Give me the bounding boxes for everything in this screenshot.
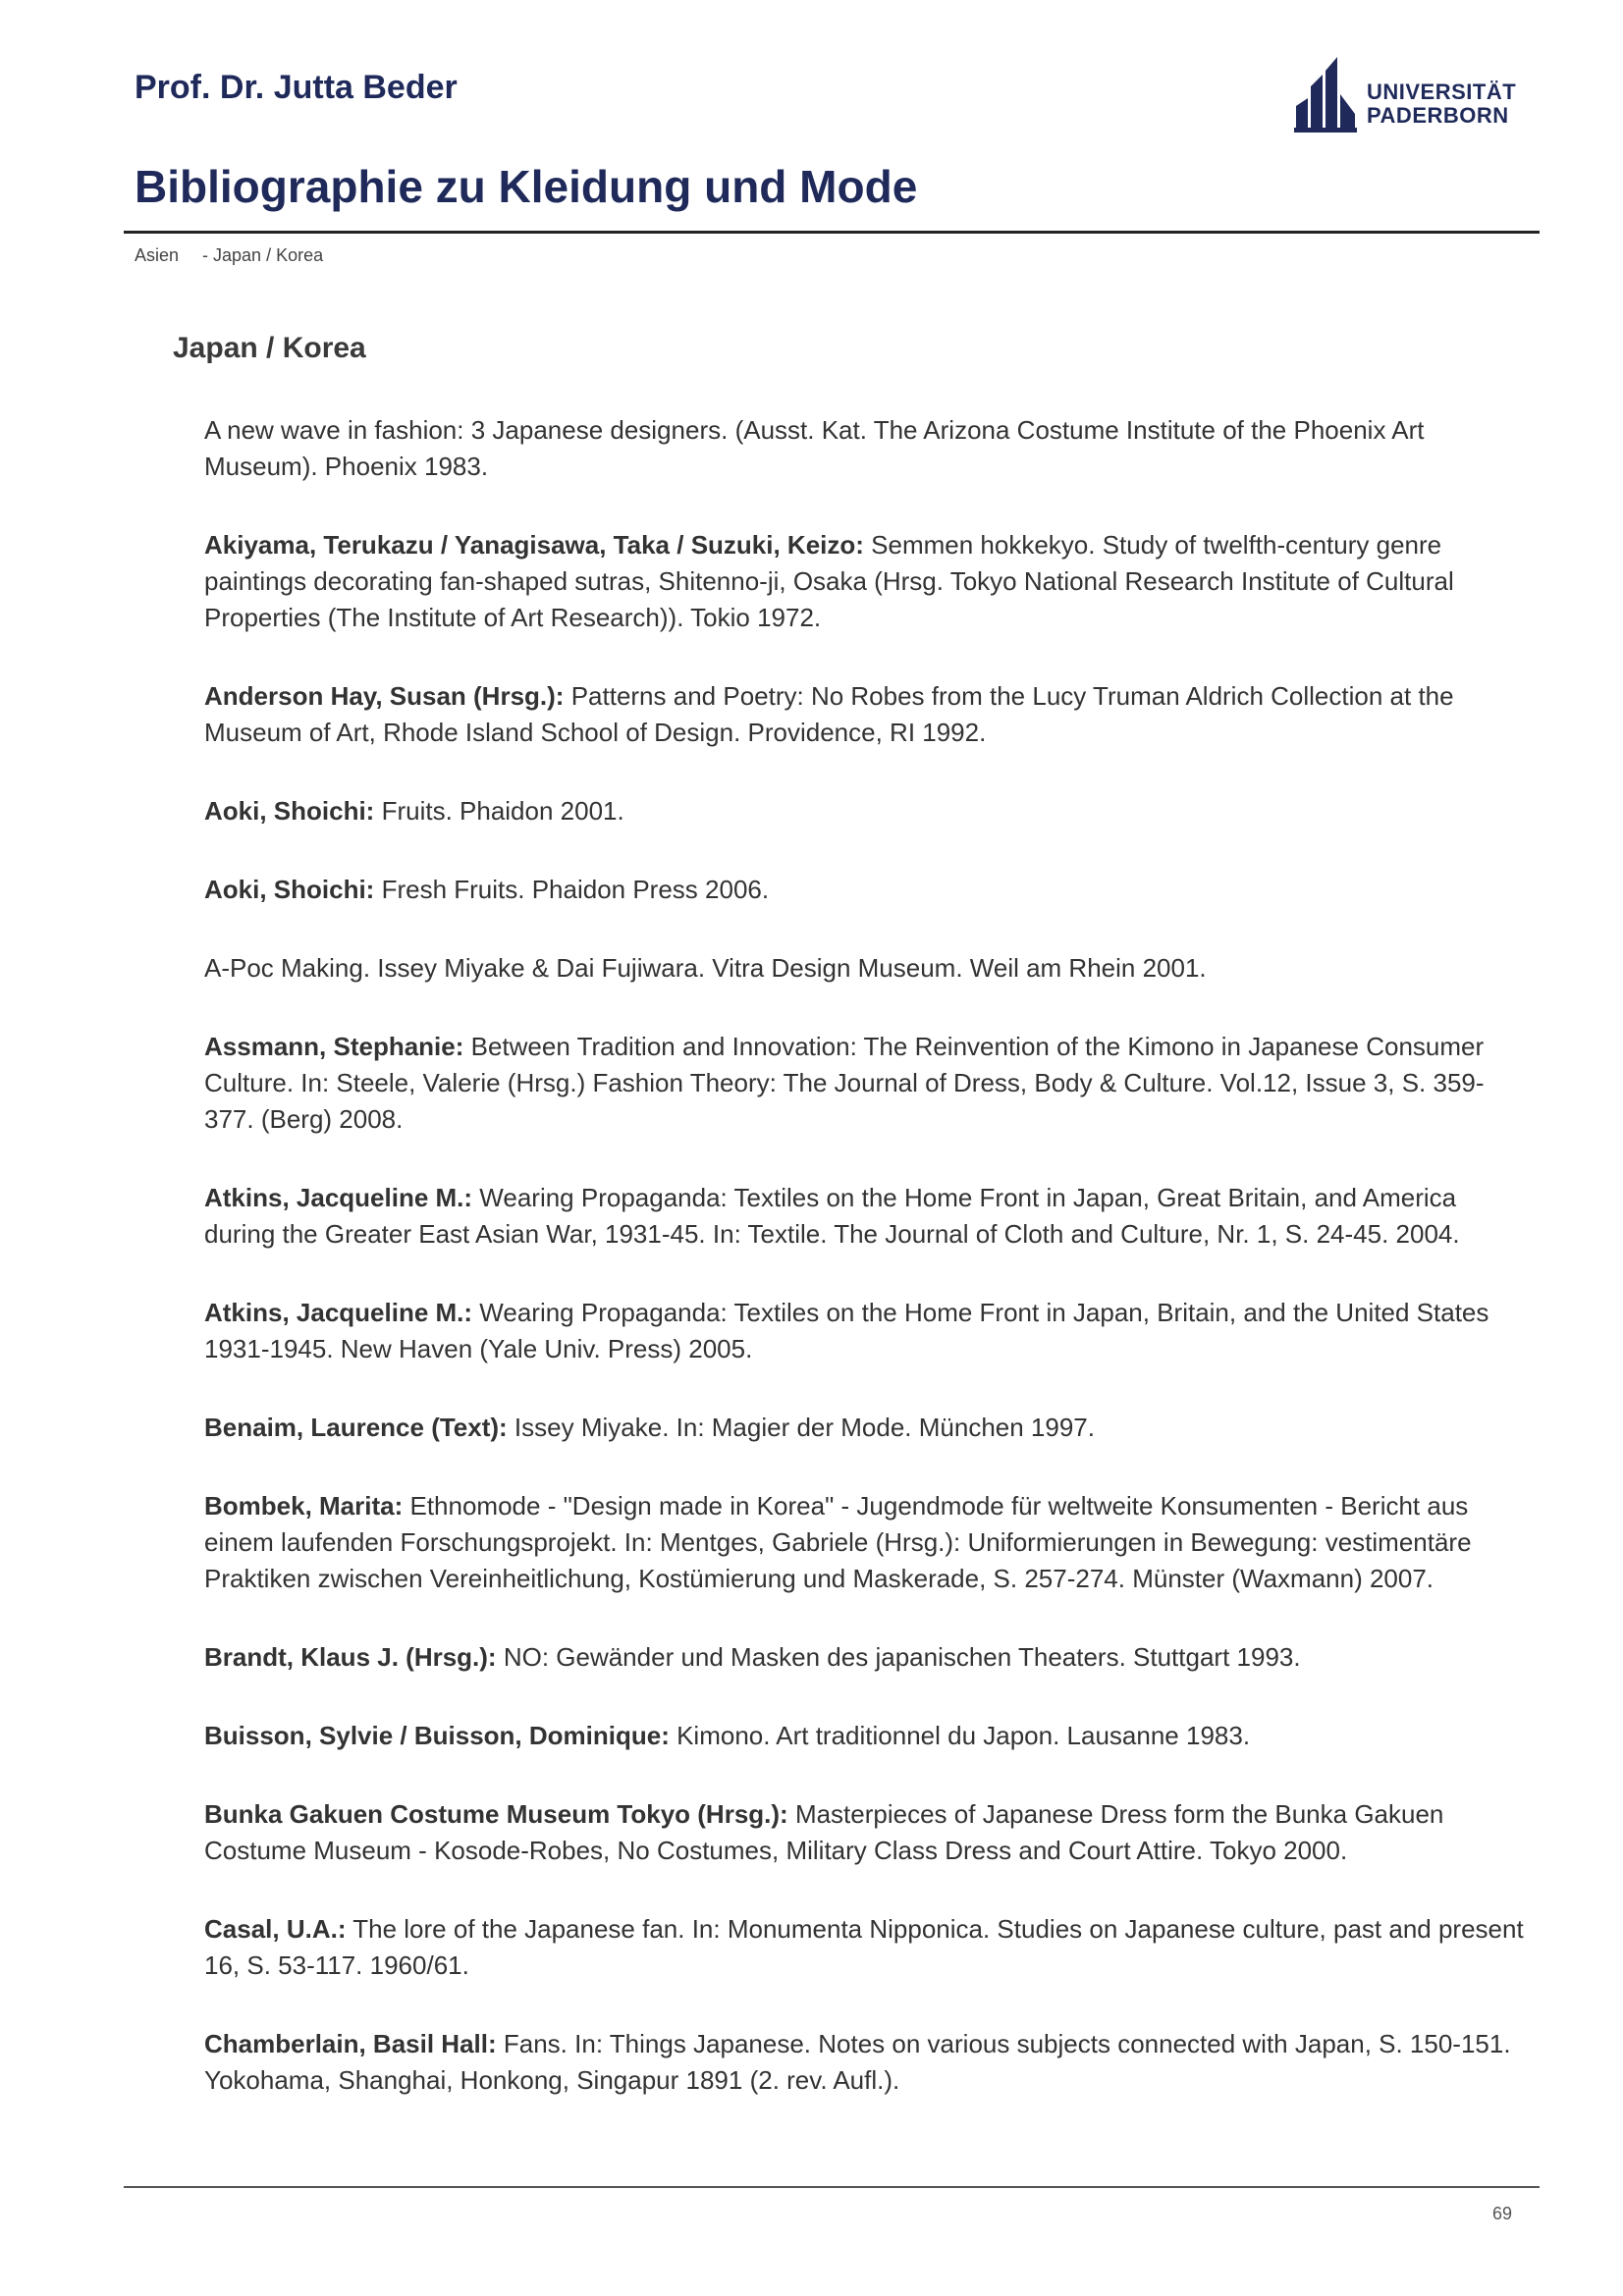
entry-text: Wearing Propaganda: Textiles on the Home Front in Japan, Great Britain, and America during the Greater East Asian War, 1931-45. In: Textile. The Journal of Cloth and Culture, Nr. 1, S. 24-45. 2004. [204, 1183, 1460, 1249]
entry-text: A-Poc Making. Issey Miyake & Dai Fujiwara. Vitra Design Museum. Weil am Rhein 2001. [204, 953, 1207, 983]
university-logo-icon [1294, 51, 1359, 133]
bibliography-entry [204, 950, 1532, 987]
bibliography-entry [204, 527, 1532, 636]
entry-text: Patterns and Poetry: No Robes from the Lucy Truman Aldrich Collection at the Museum of Art, Rhode Island School of Design. Providence, RI 1992. [204, 681, 1454, 747]
entry-author: Akiyama, Terukazu / Yanagisawa, Taka / Suzuki, Keizo: [204, 530, 864, 560]
bibliography-entry [204, 1410, 1532, 1446]
footer-divider [124, 2186, 1540, 2188]
entry-author: Aoki, Shoichi: [204, 796, 375, 826]
bibliography-entry [204, 1180, 1532, 1253]
entry-author: Bunka Gakuen Costume Museum Tokyo (Hrsg.): [204, 1799, 788, 1829]
bibliography-entry [204, 2026, 1532, 2099]
bibliography-list [204, 412, 1532, 2141]
entry-text: Kimono. Art traditionnel du Japon. Lausanne 1983. [669, 1721, 1251, 1750]
entry-author: Brandt, Klaus J. (Hrsg.): [204, 1642, 497, 1672]
entry-author: Casal, U.A.: [204, 1914, 347, 1944]
entry-author: Chamberlain, Basil Hall: [204, 2029, 497, 2058]
entry-text: A new wave in fashion: 3 Japanese designers. (Ausst. Kat. The Arizona Costume Institute of the Phoenix Art Museum). Phoenix 1983. [204, 415, 1425, 481]
bibliography-entry [204, 1911, 1532, 1984]
bibliography-entry [204, 1488, 1532, 1597]
entry-text: Between Tradition and Innovation: The Reinvention of the Kimono in Japanese Consumer Culture. In: Steele, Valerie (Hrsg.) Fashion Theory: The Journal of Dress, Body & Culture. Vol.12, Issue 3, S. 359-377. (Berg) 2008. [204, 1032, 1485, 1134]
entry-author: Buisson, Sylvie / Buisson, Dominique: [204, 1721, 670, 1750]
entry-text: Fans. In: Things Japanese. Notes on various subjects connected with Japan, S. 150-151. Yokohama, Shanghai, Honkong, Singapur 1891 (2. rev. Aufl.). [204, 2029, 1511, 2095]
document-title: Bibliographie zu Kleidung und Mode [135, 161, 918, 212]
entry-text: Semmen hokkekyo. Study of twelfth-century genre paintings decorating fan-shaped sutras, Shitenno-ji, Osaka (Hrsg. Tokyo National Research Institute of Cultural Properties (The Institute of Art Research)). Tokio 1972. [204, 530, 1454, 632]
breadcrumb-level-2: - Japan / Korea [202, 245, 324, 265]
entry-author: Benaim, Laurence (Text): [204, 1413, 508, 1442]
entry-author: Bombek, Marita: [204, 1491, 404, 1521]
entry-text: Fruits. Phaidon 2001. [374, 796, 624, 826]
breadcrumb-level-1: Asien [135, 245, 180, 265]
university-logo [1294, 51, 1530, 133]
breadcrumb [135, 245, 323, 266]
logo-line-1: UNIVERSITÄT [1367, 80, 1517, 104]
bibliography-entry [204, 1718, 1532, 1754]
author-name: Prof. Dr. Jutta Beder [135, 69, 458, 106]
logo-line-2: PADERBORN [1367, 103, 1509, 128]
entry-author: Atkins, Jacqueline M.: [204, 1298, 473, 1327]
entry-text: The lore of the Japanese fan. In: Monumenta Nipponica. Studies on Japanese culture, past and present 16, S. 53-117. 1960/61. [204, 1914, 1524, 1980]
entry-text: Masterpieces of Japanese Dress form the Bunka Gakuen Costume Museum - Kosode-Robes, No Costumes, Military Class Dress and Court Attire. Tokyo 2000. [204, 1799, 1444, 1865]
entry-author: Atkins, Jacqueline M.: [204, 1183, 473, 1212]
entry-author: Anderson Hay, Susan (Hrsg.): [204, 681, 565, 711]
entry-text: Wearing Propaganda: Textiles on the Home Front in Japan, Britain, and the United States 1931-1945. New Haven (Yale Univ. Press) 2005. [204, 1298, 1489, 1363]
entry-text: Fresh Fruits. Phaidon Press 2006. [374, 875, 770, 904]
header-divider [124, 231, 1540, 234]
bibliography-entry [204, 412, 1532, 485]
bibliography-entry [204, 1295, 1532, 1367]
section-title: Japan / Korea [173, 332, 366, 364]
page-number: 69 [1492, 2204, 1513, 2223]
entry-text: NO: Gewänder und Masken des japanischen Theaters. Stuttgart 1993. [496, 1642, 1301, 1672]
entry-author: Aoki, Shoichi: [204, 875, 375, 904]
bibliography-entry [204, 793, 1532, 829]
bibliography-entry [204, 1796, 1532, 1869]
bibliography-entry [204, 1639, 1532, 1676]
bibliography-entry [204, 678, 1532, 751]
entry-author: Assmann, Stephanie: [204, 1032, 464, 1061]
entry-text: Issey Miyake. In: Magier der Mode. München 1997. [507, 1413, 1095, 1442]
bibliography-entry [204, 1029, 1532, 1138]
bibliography-entry [204, 872, 1532, 908]
entry-text: Ethnomode - "Design made in Korea" - Jugendmode für weltweite Konsumenten - Bericht aus einem laufenden Forschungsprojekt. In: Mentges, Gabriele (Hrsg.): Uniformierungen in Bewegung: vestimentäre Praktiken zwischen Vereinheitlichung, Kostümierung und Maskerade, S. 257-274. Münster (Waxmann) 2007. [204, 1491, 1472, 1593]
